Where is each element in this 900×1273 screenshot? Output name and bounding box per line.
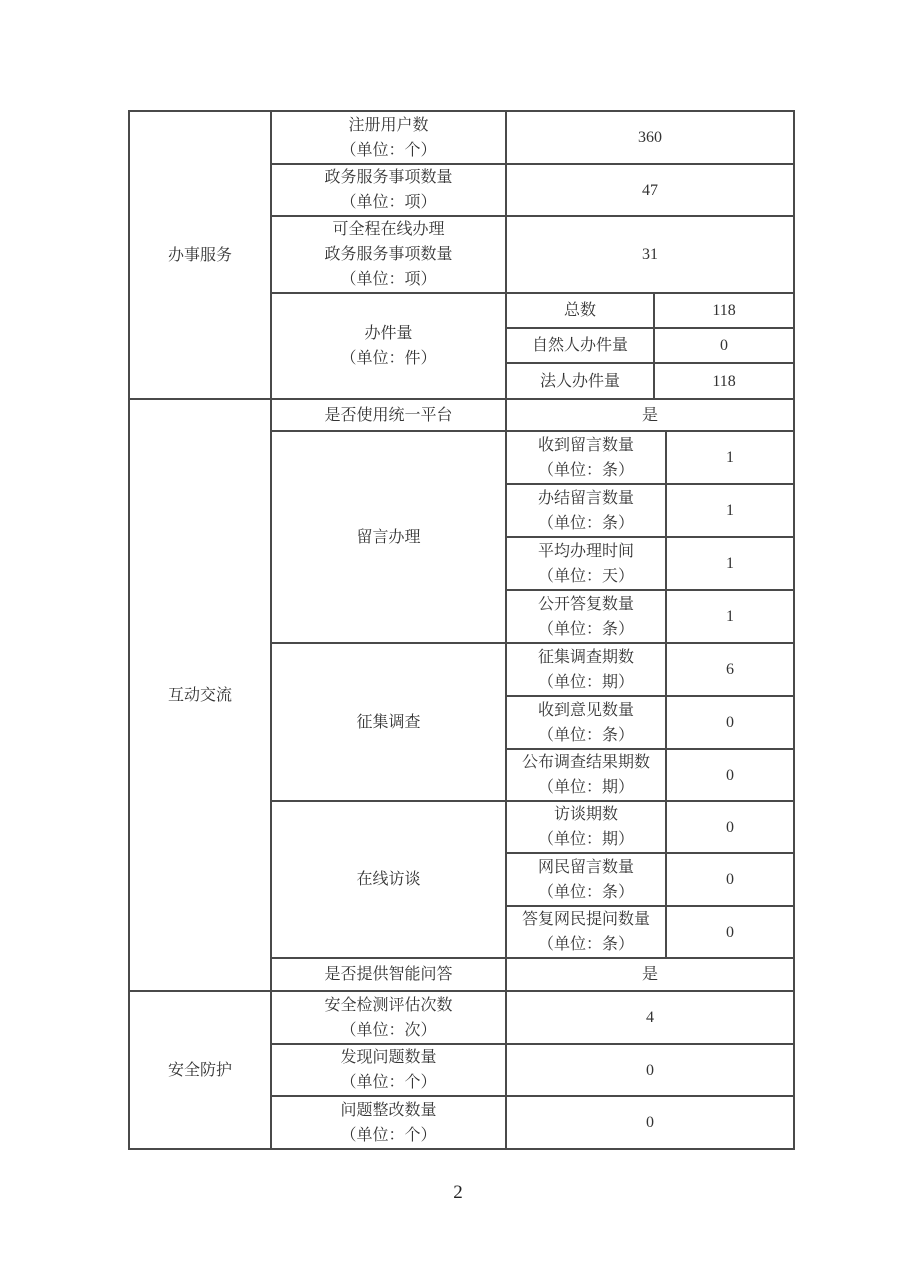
submetric-label: 答复网民提问数量 — [521, 911, 650, 928]
submetric-unit: （单位：条） — [537, 936, 634, 953]
metric-unit: （单位：个） — [340, 1126, 437, 1144]
metric-label: 办件量 — [364, 325, 413, 342]
metric-label-cell — [271, 164, 506, 216]
submetric-unit: （单位：期） — [537, 673, 634, 691]
submetric-value: 0 — [666, 853, 794, 906]
submetric-label: 总数 — [506, 293, 654, 328]
submetric-label-cell — [506, 696, 666, 749]
subgroup-label-message-handling: 留言办理 — [271, 431, 506, 643]
submetric-value: 0 — [666, 749, 794, 801]
metric-value: 0 — [506, 1096, 794, 1149]
metric-value: 47 — [506, 164, 794, 216]
metric-unit: （单位：次） — [340, 1021, 437, 1039]
metric-label: 安全检测评估次数 — [324, 996, 453, 1014]
submetric-label: 法人办件量 — [506, 363, 654, 399]
table-row — [129, 399, 794, 431]
metric-unit: （单位：项） — [340, 194, 437, 211]
submetric-value: 0 — [666, 906, 794, 958]
submetric-unit: （单位：期） — [537, 779, 634, 796]
submetric-label: 网民留言数量 — [537, 858, 634, 876]
metric-label-cell — [271, 111, 506, 164]
submetric-label: 公布调查结果期数 — [521, 754, 650, 771]
metric-label: 政务服务事项数量 — [324, 246, 453, 263]
submetric-value: 0 — [666, 801, 794, 853]
page-number: 2 — [453, 1182, 463, 1203]
metric-label-cell — [271, 991, 506, 1044]
submetric-unit: （单位：期） — [537, 831, 634, 848]
submetric-label: 收到留言数量 — [537, 436, 634, 454]
submetric-label: 自然人办件量 — [506, 328, 654, 363]
submetric-unit: （单位：条） — [537, 620, 634, 638]
submetric-label: 平均办理时间 — [537, 542, 634, 560]
submetric-label: 办结留言数量 — [537, 489, 634, 507]
metric-label: 政务服务事项数量 — [324, 169, 453, 186]
group-label-service: 办事服务 — [129, 111, 271, 399]
submetric-label-cell — [506, 853, 666, 906]
metric-label-cell — [271, 1096, 506, 1149]
submetric-unit: （单位：条） — [537, 461, 634, 479]
submetric-label-cell — [506, 801, 666, 853]
metric-label: 问题整改数量 — [340, 1101, 437, 1119]
submetric-unit: （单位：条） — [537, 726, 634, 744]
metric-unit: （单位：个） — [340, 1074, 437, 1091]
submetric-value: 1 — [666, 431, 794, 484]
metric-unit: （单位：件） — [340, 350, 437, 367]
metric-label-cell — [271, 216, 506, 293]
submetric-value: 118 — [654, 293, 794, 328]
submetric-label-cell — [506, 590, 666, 643]
subgroup-label-online-interview: 在线访谈 — [271, 801, 506, 958]
submetric-value: 118 — [654, 363, 794, 399]
metric-label: 注册用户数 — [348, 116, 429, 134]
metric-value: 是 — [506, 958, 794, 991]
metric-value: 0 — [506, 1044, 794, 1096]
submetric-label-cell — [506, 906, 666, 958]
subgroup-label-survey: 征集调查 — [271, 643, 506, 801]
metric-label: 发现问题数量 — [340, 1049, 437, 1066]
submetric-label-cell — [506, 484, 666, 537]
submetric-unit: （单位：天） — [537, 567, 634, 585]
submetric-value: 6 — [666, 643, 794, 696]
annual-report-table — [128, 110, 795, 1150]
subgroup-label-case-volume — [271, 293, 506, 399]
submetric-label-cell — [506, 537, 666, 590]
submetric-unit: （单位：条） — [537, 514, 634, 532]
submetric-label-cell — [506, 643, 666, 696]
submetric-label-cell — [506, 431, 666, 484]
table-row — [129, 991, 794, 1044]
submetric-value: 1 — [666, 484, 794, 537]
metric-value: 4 — [506, 991, 794, 1044]
metric-unit: （单位：项） — [340, 271, 437, 288]
group-label-interaction: 互动交流 — [129, 399, 271, 991]
submetric-label: 访谈期数 — [553, 806, 618, 823]
submetric-label: 收到意见数量 — [537, 701, 634, 719]
submetric-value: 1 — [666, 537, 794, 590]
metric-label: 可全程在线办理 — [332, 221, 445, 238]
metric-unit: （单位：个） — [340, 141, 437, 159]
table-row — [129, 111, 794, 164]
submetric-label: 公开答复数量 — [537, 595, 634, 613]
metric-label: 是否使用统一平台 — [271, 399, 506, 431]
metric-value: 360 — [506, 111, 794, 164]
submetric-unit: （单位：条） — [537, 883, 634, 901]
metric-value: 是 — [506, 399, 794, 431]
submetric-value: 0 — [654, 328, 794, 363]
submetric-value: 1 — [666, 590, 794, 643]
submetric-label: 征集调查期数 — [537, 648, 634, 666]
metric-value: 31 — [506, 216, 794, 293]
group-label-security: 安全防护 — [129, 991, 271, 1149]
submetric-label-cell — [506, 749, 666, 801]
metric-label: 是否提供智能问答 — [271, 958, 506, 991]
submetric-value: 0 — [666, 696, 794, 749]
metric-label-cell — [271, 1044, 506, 1096]
